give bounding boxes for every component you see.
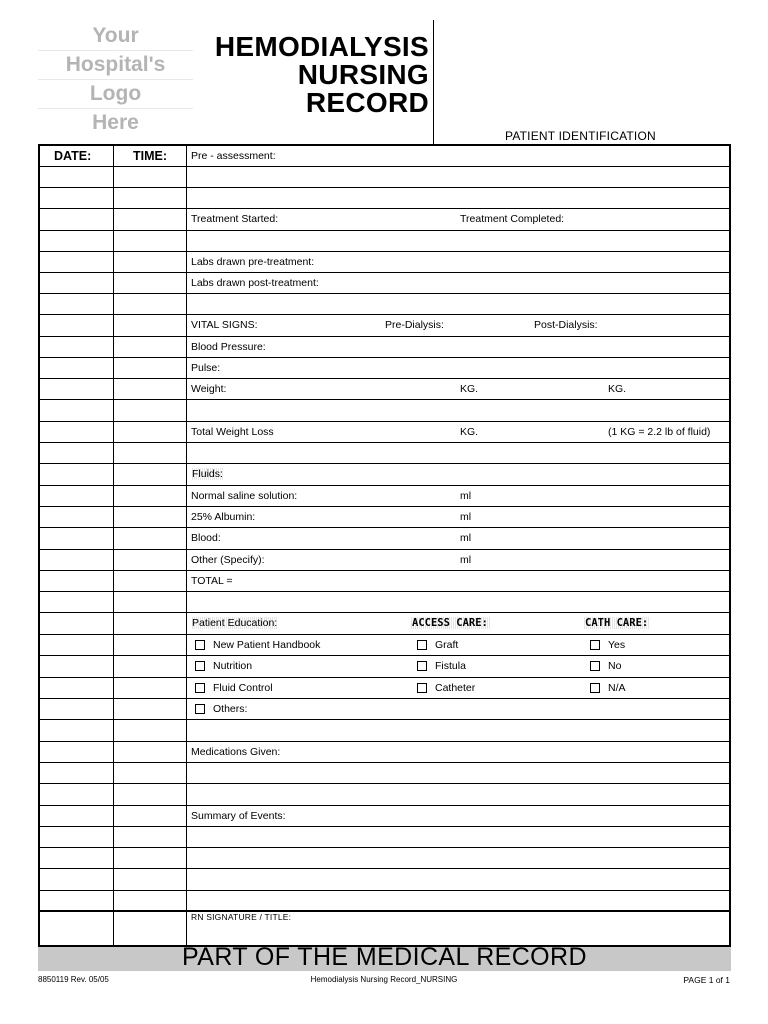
cath-no-option[interactable] — [590, 660, 621, 672]
checkbox[interactable] — [590, 683, 600, 693]
table-row[interactable] — [40, 890, 729, 912]
table-row[interactable] — [40, 612, 729, 635]
table-row[interactable] — [40, 549, 729, 571]
table-row[interactable] — [40, 783, 729, 806]
signature-row[interactable] — [40, 910, 729, 946]
cath-na-option[interactable] — [590, 682, 626, 694]
checkbox[interactable] — [195, 683, 205, 693]
header-divider — [433, 20, 434, 144]
treatment-completed-label: Treatment Completed: — [460, 213, 565, 225]
table-row[interactable] — [40, 166, 729, 188]
logo-line-2: Hospital's — [38, 51, 193, 80]
patient-education-label: Patient Education: — [192, 617, 278, 629]
table-row[interactable] — [40, 272, 729, 294]
option-label: Fluid Control — [213, 681, 273, 694]
post-dialysis-label: Post-Dialysis: — [534, 319, 598, 331]
table-row[interactable] — [40, 527, 729, 550]
normal-saline-label: Normal saline solution: — [191, 489, 298, 502]
hospital-logo-placeholder — [38, 22, 193, 140]
pulse-label: Pulse: — [191, 361, 221, 374]
date-time-column-divider — [113, 146, 114, 945]
checkbox[interactable] — [417, 661, 427, 671]
patient-identification-label: PATIENT IDENTIFICATION — [505, 129, 656, 143]
conversion-note: (1 KG = 2.2 lb of fluid) — [608, 425, 711, 438]
checkbox[interactable] — [195, 661, 205, 671]
table-row[interactable] — [40, 357, 729, 379]
pre-assessment-label: Pre - assessment: — [191, 150, 276, 162]
table-row[interactable] — [40, 421, 729, 443]
table-row[interactable] — [40, 591, 729, 613]
option-label: N/A — [608, 681, 626, 694]
table-row[interactable] — [40, 463, 729, 486]
other-specify-label: Other (Specify): — [191, 553, 265, 566]
table-row[interactable] — [40, 442, 729, 464]
access-fistula-option[interactable] — [417, 660, 466, 672]
medications-given-label: Medications Given: — [191, 745, 281, 758]
option-label: New Patient Handbook — [213, 638, 321, 651]
table-row[interactable] — [40, 570, 729, 592]
saline-ml: ml — [460, 489, 472, 502]
option-label: Nutrition — [213, 660, 253, 672]
title-line-2: NURSING — [297, 59, 429, 90]
time-header: TIME: — [133, 149, 168, 163]
table-row[interactable] — [40, 868, 729, 891]
rn-signature-label: RN SIGNATURE / TITLE: — [191, 912, 292, 922]
albumin-ml: ml — [460, 510, 472, 523]
date-header: DATE: — [54, 149, 92, 163]
other-ml: ml — [460, 553, 472, 566]
table-row[interactable] — [40, 230, 729, 252]
table-row[interactable] — [40, 805, 729, 827]
nursing-record-table — [38, 144, 731, 947]
blood-label: Blood: — [191, 532, 221, 544]
table-row[interactable] — [40, 399, 729, 422]
weight-post-kg: KG. — [608, 382, 627, 395]
table-row[interactable] — [40, 336, 729, 358]
table-row[interactable] — [40, 293, 729, 315]
banner-text: PART OF THE MEDICAL RECORD — [182, 943, 587, 971]
option-label: Catheter — [435, 681, 476, 694]
treatment-started-label: Treatment Started: — [191, 213, 279, 225]
table-row[interactable] — [40, 719, 729, 742]
logo-line-4: Here — [92, 111, 139, 134]
cath-care-label: CATH CARE: — [585, 617, 649, 629]
checkbox[interactable] — [590, 661, 600, 671]
table-row[interactable] — [40, 847, 729, 869]
weight-loss-kg: KG. — [460, 425, 479, 438]
table-row[interactable] — [40, 485, 729, 507]
table-row[interactable] — [40, 251, 729, 273]
option-label: Graft — [435, 638, 459, 651]
table-row[interactable] — [40, 506, 729, 528]
table-row[interactable] — [40, 378, 729, 400]
table-row[interactable] — [40, 698, 729, 720]
labs-post-label: Labs drawn post-treatment: — [191, 276, 319, 289]
option-label: No — [608, 660, 622, 672]
access-catheter-option[interactable] — [417, 682, 475, 694]
option-label: Others: — [213, 702, 248, 715]
total-label: TOTAL = — [191, 574, 233, 587]
weight-label: Weight: — [191, 382, 227, 395]
access-graft-option[interactable] — [417, 639, 458, 651]
table-row[interactable] — [40, 314, 729, 337]
option-label: Yes — [608, 638, 626, 651]
page-number: PAGE 1 of 1 — [683, 975, 730, 985]
checkbox[interactable] — [590, 640, 600, 650]
checkbox[interactable] — [195, 704, 205, 714]
table-header-row — [40, 146, 729, 167]
medical-record-banner — [38, 943, 731, 971]
checkbox[interactable] — [417, 640, 427, 650]
labs-pre-label: Labs drawn pre-treatment: — [191, 255, 315, 268]
education-nutrition-option[interactable] — [195, 660, 252, 672]
education-handbook-option[interactable] — [195, 639, 320, 651]
education-fluid-control-option[interactable] — [195, 682, 273, 694]
title-line-3: RECORD — [305, 87, 429, 118]
form-name: Hemodialysis Nursing Record_NURSING — [310, 975, 458, 984]
table-row[interactable] — [40, 677, 729, 699]
table-row[interactable] — [40, 655, 729, 678]
checkbox[interactable] — [417, 683, 427, 693]
logo-line-3: Logo — [38, 80, 193, 109]
pre-dialysis-label: Pre-Dialysis: — [385, 319, 444, 331]
document-title — [215, 33, 429, 117]
time-notes-column-divider — [186, 146, 187, 945]
vital-signs-label: VITAL SIGNS: — [191, 319, 258, 331]
table-row[interactable] — [40, 826, 729, 848]
checkbox[interactable] — [195, 640, 205, 650]
form-number: 8850119 Rev. 05/05 — [38, 975, 109, 984]
blood-pressure-label: Blood Pressure: — [191, 340, 266, 353]
blood-ml: ml — [460, 532, 472, 544]
table-row[interactable] — [40, 634, 729, 656]
logo-line-1: Your — [38, 22, 193, 51]
total-weight-loss-label: Total Weight Loss — [191, 425, 274, 438]
cath-yes-option[interactable] — [590, 639, 625, 651]
table-row[interactable] — [40, 762, 729, 784]
title-line-1: HEMODIALYSIS — [214, 31, 429, 62]
table-row[interactable] — [40, 208, 729, 231]
albumin-label: 25% Albumin: — [191, 510, 256, 523]
education-others-option[interactable] — [195, 703, 247, 715]
weight-pre-kg: KG. — [460, 382, 479, 395]
access-care-label: ACCESS CARE: — [412, 617, 488, 629]
fluids-label: Fluids: — [192, 468, 223, 480]
table-row[interactable] — [40, 741, 729, 763]
option-label: Fistula — [435, 660, 466, 672]
table-row[interactable] — [40, 187, 729, 209]
summary-of-events-label: Summary of Events: — [191, 809, 286, 822]
